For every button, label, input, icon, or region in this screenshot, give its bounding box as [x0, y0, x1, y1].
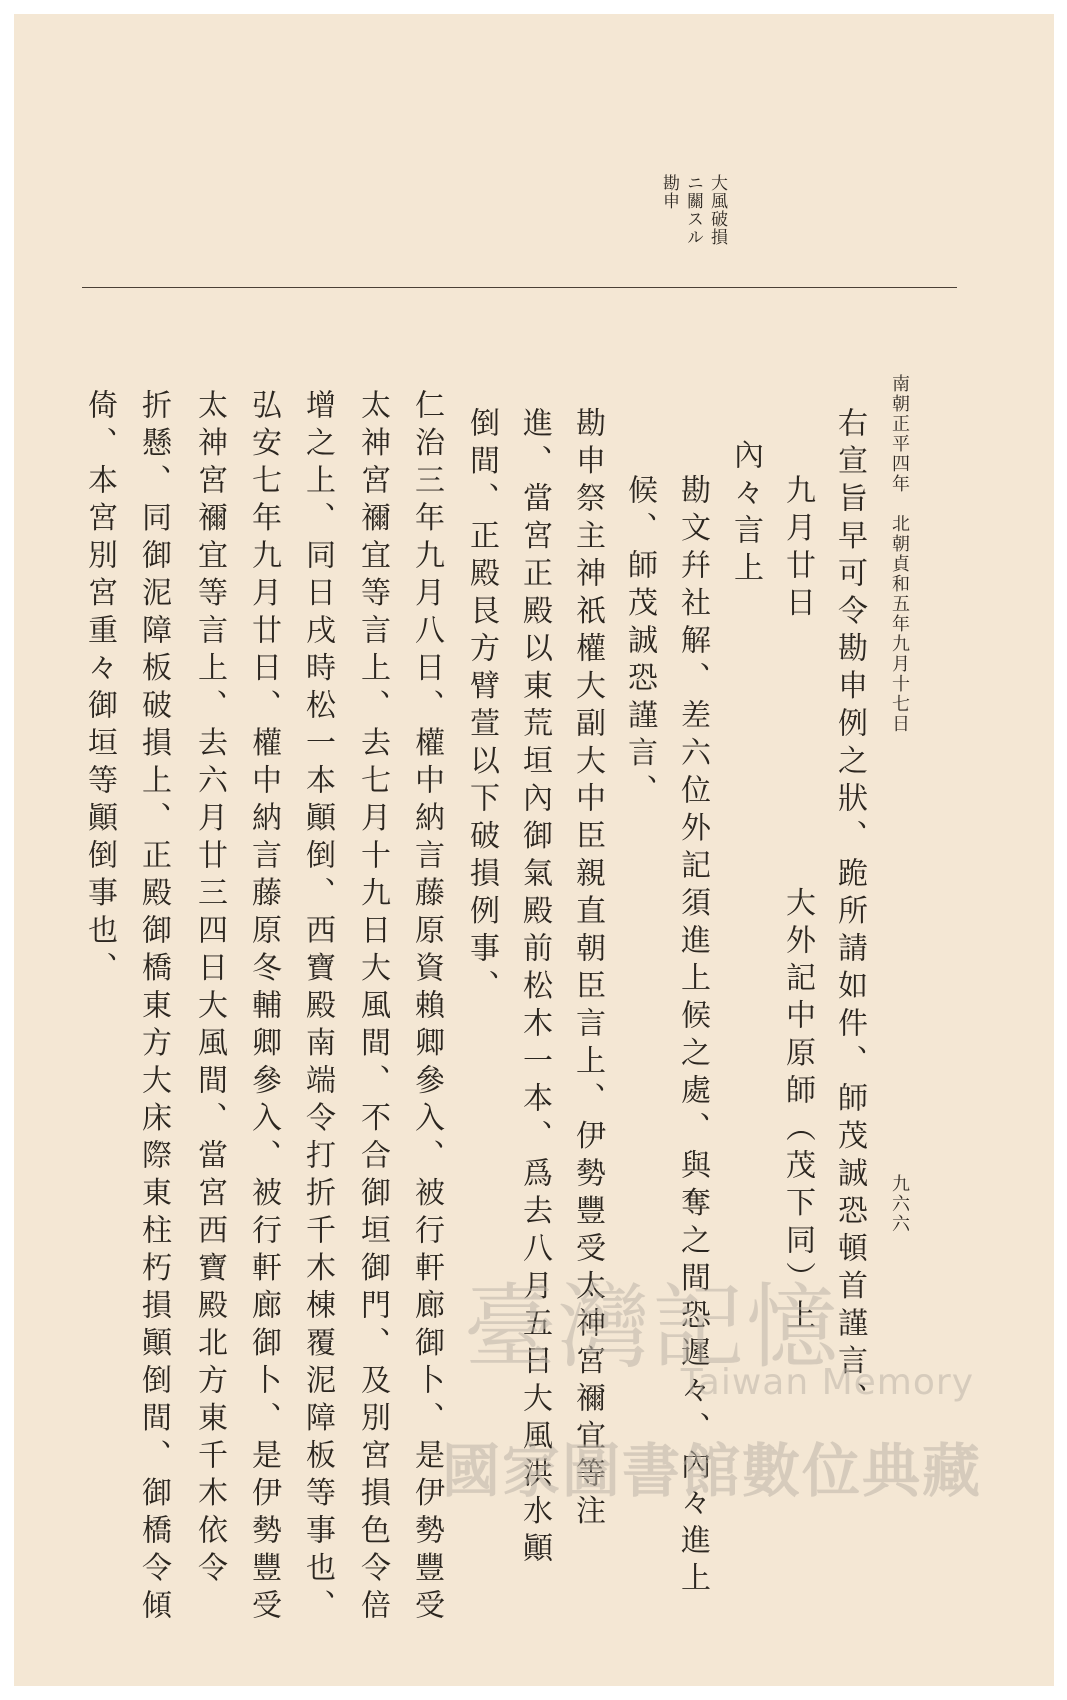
watermark-english: Taiwan Memory [680, 1362, 974, 1403]
text-line-2: 九月廿日 大外記中原師（茂下同）上 [780, 474, 815, 1337]
watermark-chinese: 國家圖書館數位典藏 [442, 1437, 983, 1505]
header-rule [82, 287, 957, 288]
margin-note-line-3: 勘申 [659, 174, 679, 210]
margin-note-line-2: ニ關スル [683, 174, 703, 246]
text-line-12: 弘安七年九月廿日、權中納言藤原冬輔卿參入、被行軒廊御卜、是伊勢豐受 [246, 389, 281, 1627]
document-page [14, 14, 1054, 1686]
text-line-10: 太神宮禰宜等言上、去七月十九日大風間、不合御垣御門、及別宮損色令倍 [355, 389, 390, 1627]
text-line-5: 候、師茂誠恐謹言、 [622, 474, 657, 812]
text-line-6: 勘申祭主神祇權大副大中臣親直朝臣言上、伊勢豐受太神宮禰宜等注 [570, 407, 605, 1532]
text-line-1: 右宣旨早可令勘申例之狀、跪所請如件、師茂誠恐頓首謹言、 [832, 407, 867, 1420]
margin-note-line-1: 大風破損 [707, 174, 727, 246]
text-line-15: 倚、本宮別宮重々御垣等顚倒事也、 [82, 389, 117, 989]
watermark-calligraphy: 臺灣記憶 [464, 1274, 841, 1381]
text-line-3: 內々言上 [728, 439, 763, 589]
text-line-14: 折懸、同御泥障板破損上、正殿御橋東方大床際東柱朽損顚倒間、御橋令傾 [136, 389, 171, 1627]
text-line-11: 增之上、同日戌時松一本顚倒、西寶殿南端令打折千木棟覆泥障板等事也、 [300, 389, 335, 1627]
text-line-4: 勘文幷社解、差六位外記須進上候之處、與奪之間恐遲々、內々進上 [675, 474, 710, 1599]
text-line-9: 仁治三年九月八日、權中納言藤原資賴卿參入、被行軒廊御卜、是伊勢豐受 [409, 389, 444, 1627]
running-header: 南朝正平四年 北朝貞和五年九月十七日 [889, 374, 910, 734]
text-line-8: 倒間、正殿艮方臂萱以下破損例事、 [464, 407, 499, 1007]
text-line-13: 太神宮禰宜等言上、去六月廿三四日大風間、當宮西寶殿北方東千木依令 [192, 389, 227, 1589]
page-number: 九六六 [889, 1174, 910, 1234]
text-line-7: 進、當宮正殿以東荒垣內御氣殿前松木一本、爲去八月五日大風洪水顚 [517, 407, 552, 1570]
